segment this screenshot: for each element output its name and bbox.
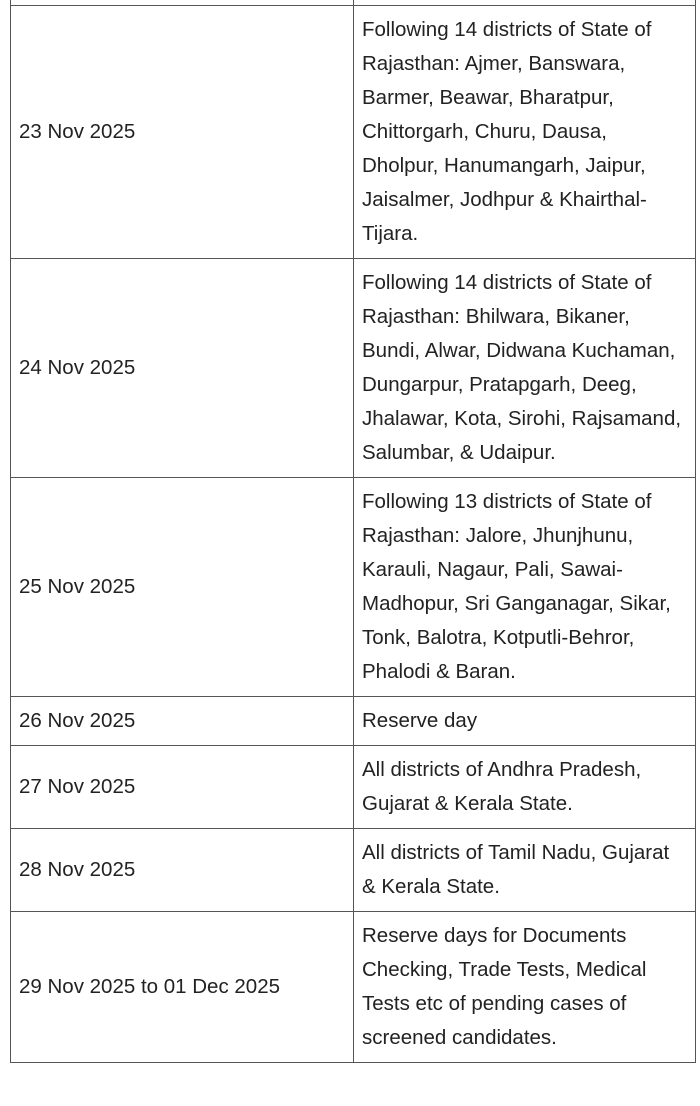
date-cell: 25 Nov 2025 bbox=[11, 478, 354, 697]
table-row bbox=[11, 829, 696, 912]
table-row bbox=[11, 697, 696, 746]
date-cell: 28 Nov 2025 bbox=[11, 829, 354, 912]
details-cell: Following 14 districts of State of Rajasthan: Ajmer, Banswara, Barmer, Beawar, Bharatpur, Chittorgarh, Churu, Dausa, Dholpur, Hanumangarh, Jaipur, Jaisalmer, Jodhpur & Khairthal-Tijara. bbox=[354, 6, 696, 259]
details-cell: All districts of Tamil Nadu, Gujarat & Kerala State. bbox=[354, 829, 696, 912]
details-cell: Reserve days for Documents Checking, Trade Tests, Medical Tests etc of pending cases of screened candidates. bbox=[354, 912, 696, 1063]
details-cell: Following 14 districts of State of Rajasthan: Bhilwara, Bikaner, Bundi, Alwar, Didwana Kuchaman, Dungarpur, Pratapgarh, Deeg, Jhalawar, Kota, Sirohi, Rajsamand, Salumbar, & Udaipur. bbox=[354, 259, 696, 478]
table-row bbox=[11, 912, 696, 1063]
schedule-table bbox=[10, 0, 696, 1063]
table-row bbox=[11, 259, 696, 478]
details-cell: All districts of Andhra Pradesh, Gujarat & Kerala State. bbox=[354, 746, 696, 829]
date-cell: 26 Nov 2025 bbox=[11, 697, 354, 746]
table-row bbox=[11, 746, 696, 829]
table-row bbox=[11, 478, 696, 697]
details-cell: Following 13 districts of State of Rajasthan: Jalore, Jhunjhunu, Karauli, Nagaur, Pali, Sawai-Madhopur, Sri Ganganagar, Sikar, Tonk, Balotra, Kotputli-Behror, Phalodi & Baran. bbox=[354, 478, 696, 697]
date-cell: 24 Nov 2025 bbox=[11, 259, 354, 478]
details-cell: Reserve day bbox=[354, 697, 696, 746]
date-cell: 27 Nov 2025 bbox=[11, 746, 354, 829]
date-cell: 23 Nov 2025 bbox=[11, 6, 354, 259]
date-cell: 29 Nov 2025 to 01 Dec 2025 bbox=[11, 912, 354, 1063]
table-row bbox=[11, 6, 696, 259]
